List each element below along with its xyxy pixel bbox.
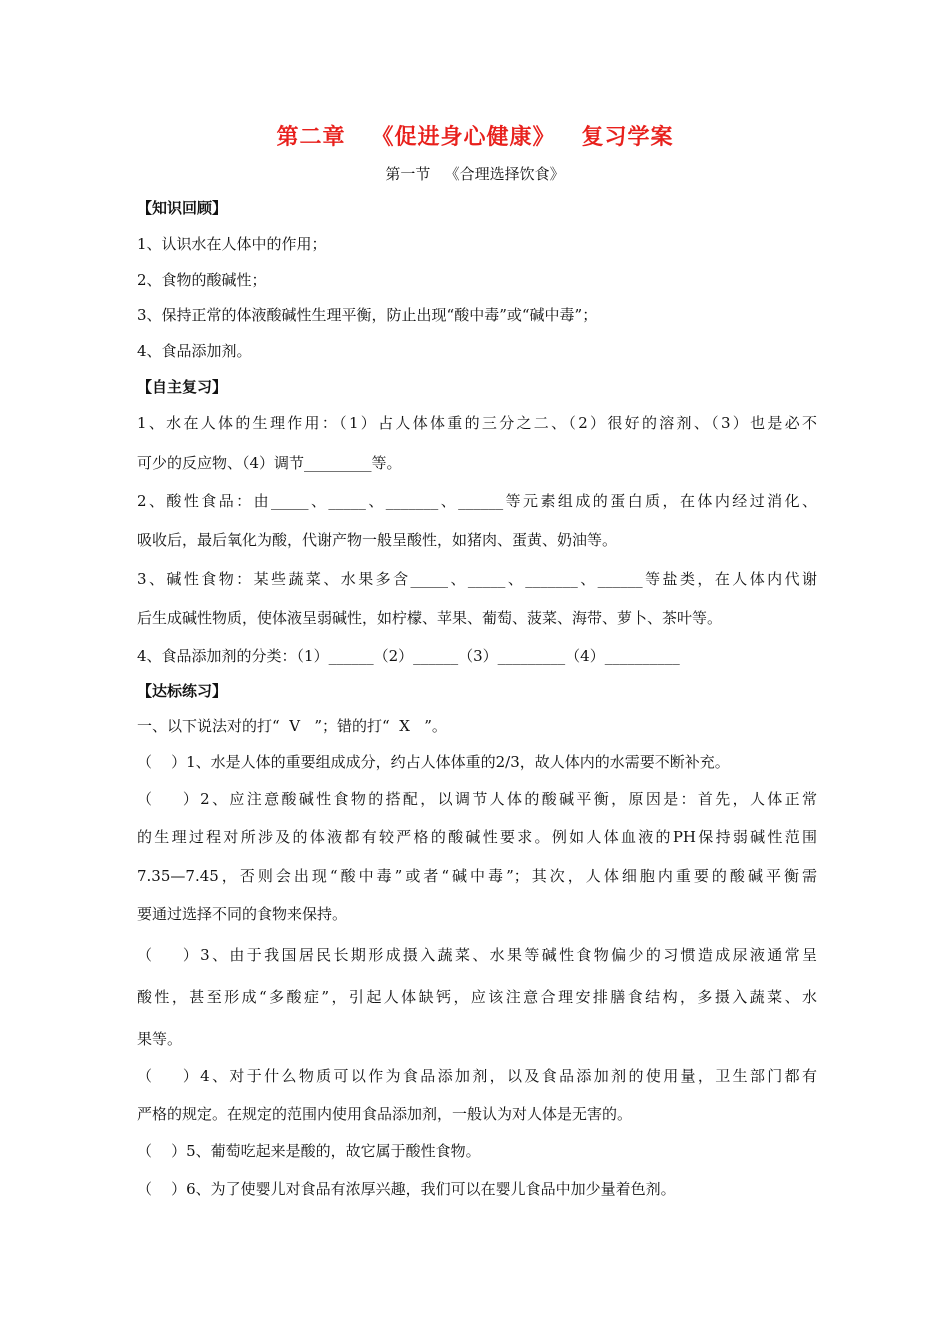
practice-line: 酸性，甚至形成“多酸症”，引起人体缺钙，应该注意合理安排膳食结构，多摄入蔬菜、水	[137, 988, 817, 1006]
section-heading-self-review: 【自主复习】	[137, 378, 228, 396]
review-item: 4、食品添加剂。	[137, 342, 252, 360]
practice-line: 果等。	[137, 1030, 183, 1048]
page-title: 第二章 《促进身心健康》 复习学案	[276, 125, 674, 150]
practice-line: 7.35—7.45，否则会出现“酸中毒”或者“碱中毒”；其次，人体细胞内重要的酸碱平衡需	[137, 867, 817, 885]
practice-line: （ ）1、水是人体的重要组成成分，约占人体体重的2/3，故人体内的水需要不断补充。	[137, 753, 730, 771]
practice-line: 的生理过程对所涉及的体液都有较严格的酸碱性要求。例如人体血液的PH保持弱碱性范围	[137, 828, 817, 846]
practice-line: （ ）3、由于我国居民长期形成摄入蔬菜、水果等碱性食物偏少的习惯造成尿液通常呈	[137, 946, 817, 964]
practice-line: （ ）2、应注意酸碱性食物的搭配，以调节人体的酸碱平衡，原因是：首先，人体正常	[137, 790, 817, 808]
self-review-line: 可少的反应物、（4）调节_________等。	[137, 454, 402, 472]
review-item: 1、认识水在人体中的作用；	[137, 235, 327, 253]
page-subtitle: 第一节 《合理选择饮食》	[385, 165, 565, 183]
self-review-line: 1、水在人体的生理作用：（1）占人体体重的三分之二、（2）很好的溶剂、（3）也是必不	[137, 414, 817, 432]
self-review-line: 3、碱性食物：某些蔬菜、水果多含_____、_____、_______、______等盐类，在人体内代谢	[137, 570, 817, 588]
practice-line: 严格的规定。在规定的范围内使用食品添加剂，一般认为对人体是无害的。	[137, 1105, 633, 1123]
practice-line: （ ）4、对于什么物质可以作为食品添加剂，以及食品添加剂的使用量，卫生部门都有	[137, 1067, 817, 1085]
self-review-line: 吸收后，最后氧化为酸，代谢产物一般呈酸性，如猪肉、蛋黄、奶油等。	[137, 531, 618, 549]
practice-instruction: 一、以下说法对的打“ V ”；错的打“ X ”。	[137, 717, 447, 735]
practice-line: （ ）5、葡萄吃起来是酸的，故它属于酸性食物。	[137, 1142, 481, 1160]
practice-line: 要通过选择不同的食物来保持。	[137, 905, 348, 923]
self-review-line: 4、食品添加剂的分类：（1）______（2）______（3）_________（4）__________	[137, 647, 680, 665]
section-heading-knowledge-review: 【知识回顾】	[137, 199, 228, 217]
review-item: 2、食物的酸碱性；	[137, 271, 267, 289]
section-heading-practice: 【达标练习】	[137, 682, 228, 700]
practice-line: （ ）6、为了使婴儿对食品有浓厚兴趣，我们可以在婴儿食品中加少量着色剂。	[137, 1180, 676, 1198]
review-item: 3、保持正常的体液酸碱性生理平衡，防止出现“酸中毒”或“碱中毒”；	[137, 306, 598, 324]
self-review-line: 后生成碱性物质，使体液呈弱碱性，如柠檬、苹果、葡萄、菠菜、海带、萝卜、茶叶等。	[137, 609, 723, 627]
self-review-line: 2、酸性食品：由_____、_____、_______、______等元素组成的蛋白质，在体内经过消化、	[137, 492, 817, 510]
